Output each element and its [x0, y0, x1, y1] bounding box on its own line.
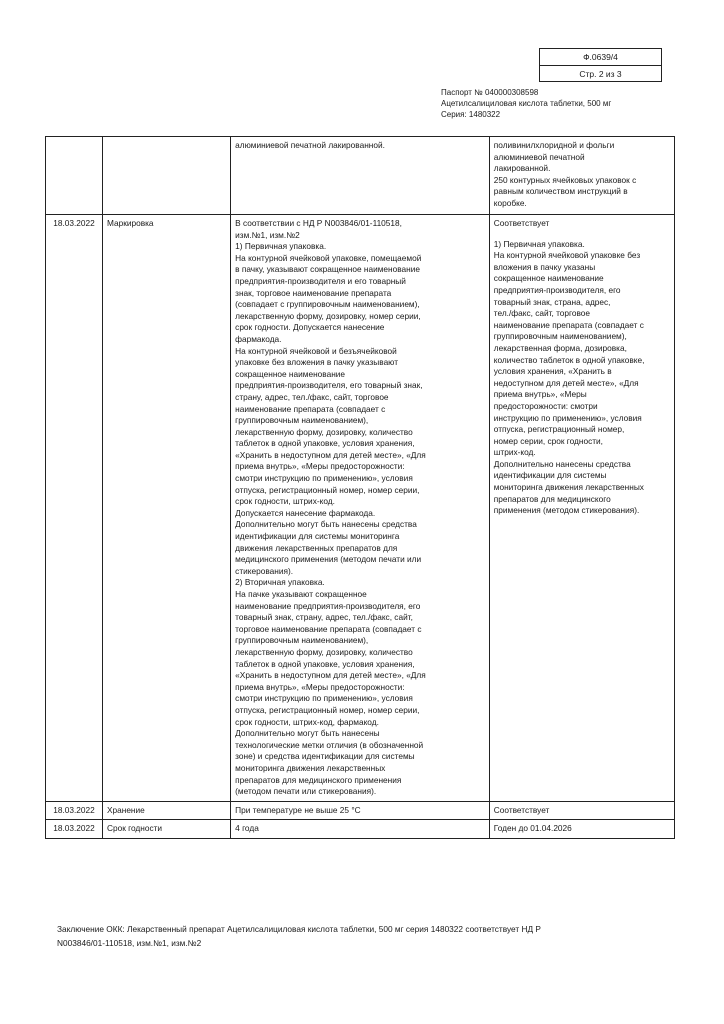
text-line: алюминиевой печатной лакированной.	[235, 140, 385, 150]
text-line: На пачке указывают сокращенное	[235, 589, 367, 599]
text-line: страну, адрес, тел./факс, сайт, торговое	[235, 391, 389, 402]
text-line: препаратов для медицинского применения	[235, 774, 402, 785]
cell-date: 18.03.2022	[46, 820, 103, 839]
text-line: (совпадает с группировочным наименованием),	[235, 299, 420, 310]
cell-result: Соответствует	[489, 801, 674, 820]
text-line: «Хранить в недоступном для детей месте», «Для	[235, 670, 426, 681]
table-row-shelf-life	[46, 820, 675, 839]
text-line: отпуска, регистрационный номер, номер серии,	[235, 704, 420, 715]
text-line: знак, торговое наименование препарата	[235, 287, 392, 298]
text-line: 250 контурных ячейковых упаковок с	[493, 174, 637, 185]
conclusion-line: Заключение ОКК: Лекарственный препарат Ацетилсалициловая кислота таблетки, 500 мг серия 1480322 соответствует НД Р	[57, 924, 541, 934]
text-line: поливинилхлоридной и фольги	[493, 140, 615, 150]
text-line: 1) Первичная упаковка.	[493, 238, 585, 249]
text-line: На контурной ячейковой и безъячейковой	[235, 345, 397, 356]
text-line: Дополнительно нанесены средства	[493, 458, 631, 469]
results-table	[45, 136, 675, 839]
text-line: В соответствии с НД Р N003846/01-110518,	[235, 218, 402, 228]
text-line: сокращенное наименование	[235, 368, 346, 379]
text-line: тел./факс, сайт, торговое	[493, 308, 591, 319]
page-number: Стр. 2 из 3	[579, 69, 622, 79]
table-row-storage	[46, 801, 675, 820]
cell-date: 18.03.2022	[46, 801, 103, 820]
text-line: зоне) и средства идентификации для системы	[235, 751, 415, 762]
text-line: сокращенное наименование	[493, 273, 604, 284]
text-line: приема внутрь», «Меры предосторожности:	[235, 461, 405, 472]
text-line: фармакода.	[235, 333, 282, 344]
text-line: технологические метки отличия (в обозначенной	[235, 739, 424, 750]
text-line: инструкцию по применению», условия	[493, 412, 642, 423]
text-line: в пачку, указывают сокращенное наименование	[235, 264, 420, 275]
passport-product: Ацетилсалициловая кислота таблетки, 500 мг	[441, 99, 612, 108]
cell-name: Хранение	[102, 801, 230, 820]
text-line: торговое наименование препарата (совпадает с	[235, 623, 422, 634]
text-line: предприятия-производителя и его товарный	[235, 275, 406, 286]
passport-number: Паспорт № 040000308598	[441, 88, 539, 97]
text-line: срок годности, штрих-код, фармакод.	[235, 716, 379, 727]
text-line: отпуска, регистрационный номер, номер серии,	[235, 484, 420, 495]
passport-header	[441, 87, 611, 120]
cell-result: Годен до 01.04.2026	[489, 820, 674, 839]
form-code: Ф.0639/4	[540, 49, 661, 66]
conclusion-line: N003846/01-110518, изм.№1, изм.№2	[57, 938, 202, 948]
text-line: таблеток в одной упаковке, условия хранения,	[235, 658, 415, 669]
form-code-box	[539, 48, 662, 82]
text-line: лекарственная форма, дозировка,	[493, 342, 627, 353]
text-line: «Хранить в недоступном для детей месте», «Для	[235, 449, 426, 460]
result-head: Соответствует	[493, 218, 550, 228]
text-line: товарный знак, страна, адрес,	[493, 296, 611, 307]
text-line: срок годности. Допускается нанесение	[235, 322, 385, 333]
text-line: алюминиевой печатной	[493, 151, 585, 162]
text-line: мониторинга движения лекарственных	[493, 482, 644, 493]
text-line: лекарственную форму, дозировку, номер серии,	[235, 310, 421, 321]
text-line: Допускается нанесение фармакода.	[235, 507, 376, 518]
text-line: наименование препарата (совпадает с	[235, 403, 386, 414]
text-line: движения лекарственных препаратов для	[235, 542, 398, 553]
text-line: стикерования).	[235, 565, 294, 576]
text-line: предприятия-производителя, его	[493, 284, 621, 295]
text-line: лакированной.	[493, 163, 551, 174]
cell-requirement	[231, 215, 490, 802]
text-line: предприятия-производителя, его товарный знак,	[235, 380, 423, 391]
text-line: вложения в пачку указаны	[493, 261, 596, 272]
cell-requirement	[231, 137, 490, 215]
text-line: коробке.	[493, 197, 527, 208]
text-line: таблеток в одной упаковке, условия хранения,	[235, 438, 415, 449]
text-line: равным количеством инструкций в	[493, 186, 628, 197]
text-line: приема внутрь», «Меры предосторожности:	[235, 681, 405, 692]
text-line: 1) Первичная упаковка.	[235, 241, 327, 252]
text-line: группировочным наименованием),	[235, 635, 369, 646]
text-line: смотри инструкцию по применению», условия	[235, 693, 413, 704]
cell-name: Маркировка	[102, 215, 230, 802]
text-line: Дополнительно могут быть нанесены средства	[235, 519, 417, 530]
text-line: предосторожности: смотри	[493, 400, 598, 411]
text-line: изм.№1, изм.№2	[235, 229, 300, 240]
table-row-marking	[46, 215, 675, 802]
text-line: идентификации для системы	[493, 470, 607, 481]
text-line: приема внутрь», «Меры	[493, 389, 587, 400]
text-line: мониторинга движения лекарственных	[235, 762, 386, 773]
cell-date	[46, 137, 103, 215]
text-line: 2) Вторичная упаковка.	[235, 577, 325, 588]
text-line: На контурной ячейковой упаковке, помещаемой	[235, 252, 422, 263]
text-line: наименование препарата (совпадает с	[493, 319, 644, 330]
cell-date: 18.03.2022	[46, 215, 103, 802]
cell-requirement: При температуре не выше 25 °С	[231, 801, 490, 820]
passport-series: Серия: 1480322	[441, 110, 501, 119]
text-line: препаратов для медицинского	[493, 493, 611, 504]
text-line: срок годности, штрих-код.	[235, 496, 335, 507]
text-line: лекарственную форму, дозировку, количество	[235, 426, 413, 437]
text-line: товарный знак, страну, адрес, тел./факс, сайт,	[235, 612, 413, 623]
text-line: применения (методом стикерования).	[493, 505, 640, 516]
text-line: группировочным наименованием),	[493, 331, 627, 342]
cell-name: Срок годности	[102, 820, 230, 839]
text-line: На контурной ячейковой упаковке без	[493, 250, 641, 261]
text-line: условия хранения, «Хранить в	[493, 366, 612, 377]
conclusion	[57, 922, 657, 950]
text-line: лекарственную форму, дозировку, количество	[235, 646, 413, 657]
text-line: номер серии, срок годности,	[493, 435, 603, 446]
text-line: (методом печати или стикерования).	[235, 786, 377, 797]
text-line: Дополнительно могут быть нанесены	[235, 728, 380, 739]
text-line: медицинского применения (методом печати или	[235, 554, 422, 565]
cell-result	[489, 215, 674, 802]
cell-name	[102, 137, 230, 215]
text-line: смотри инструкцию по применению», условия	[235, 473, 413, 484]
cell-result	[489, 137, 674, 215]
cell-requirement: 4 года	[231, 820, 490, 839]
text-line: отпуска, регистрационный номер,	[493, 424, 625, 435]
text-line: недоступном для детей месте», «Для	[493, 377, 639, 388]
text-line: наименование предприятия-производителя, его	[235, 600, 421, 611]
text-line: упаковке без вложения в пачку указывают	[235, 357, 399, 368]
table-row-continuation	[46, 137, 675, 215]
text-line: количество таблеток в одной упаковке,	[493, 354, 645, 365]
text-line: штрих-код.	[493, 447, 536, 458]
text-line: идентификации для системы мониторинга	[235, 531, 400, 542]
text-line: группировочным наименованием),	[235, 415, 369, 426]
